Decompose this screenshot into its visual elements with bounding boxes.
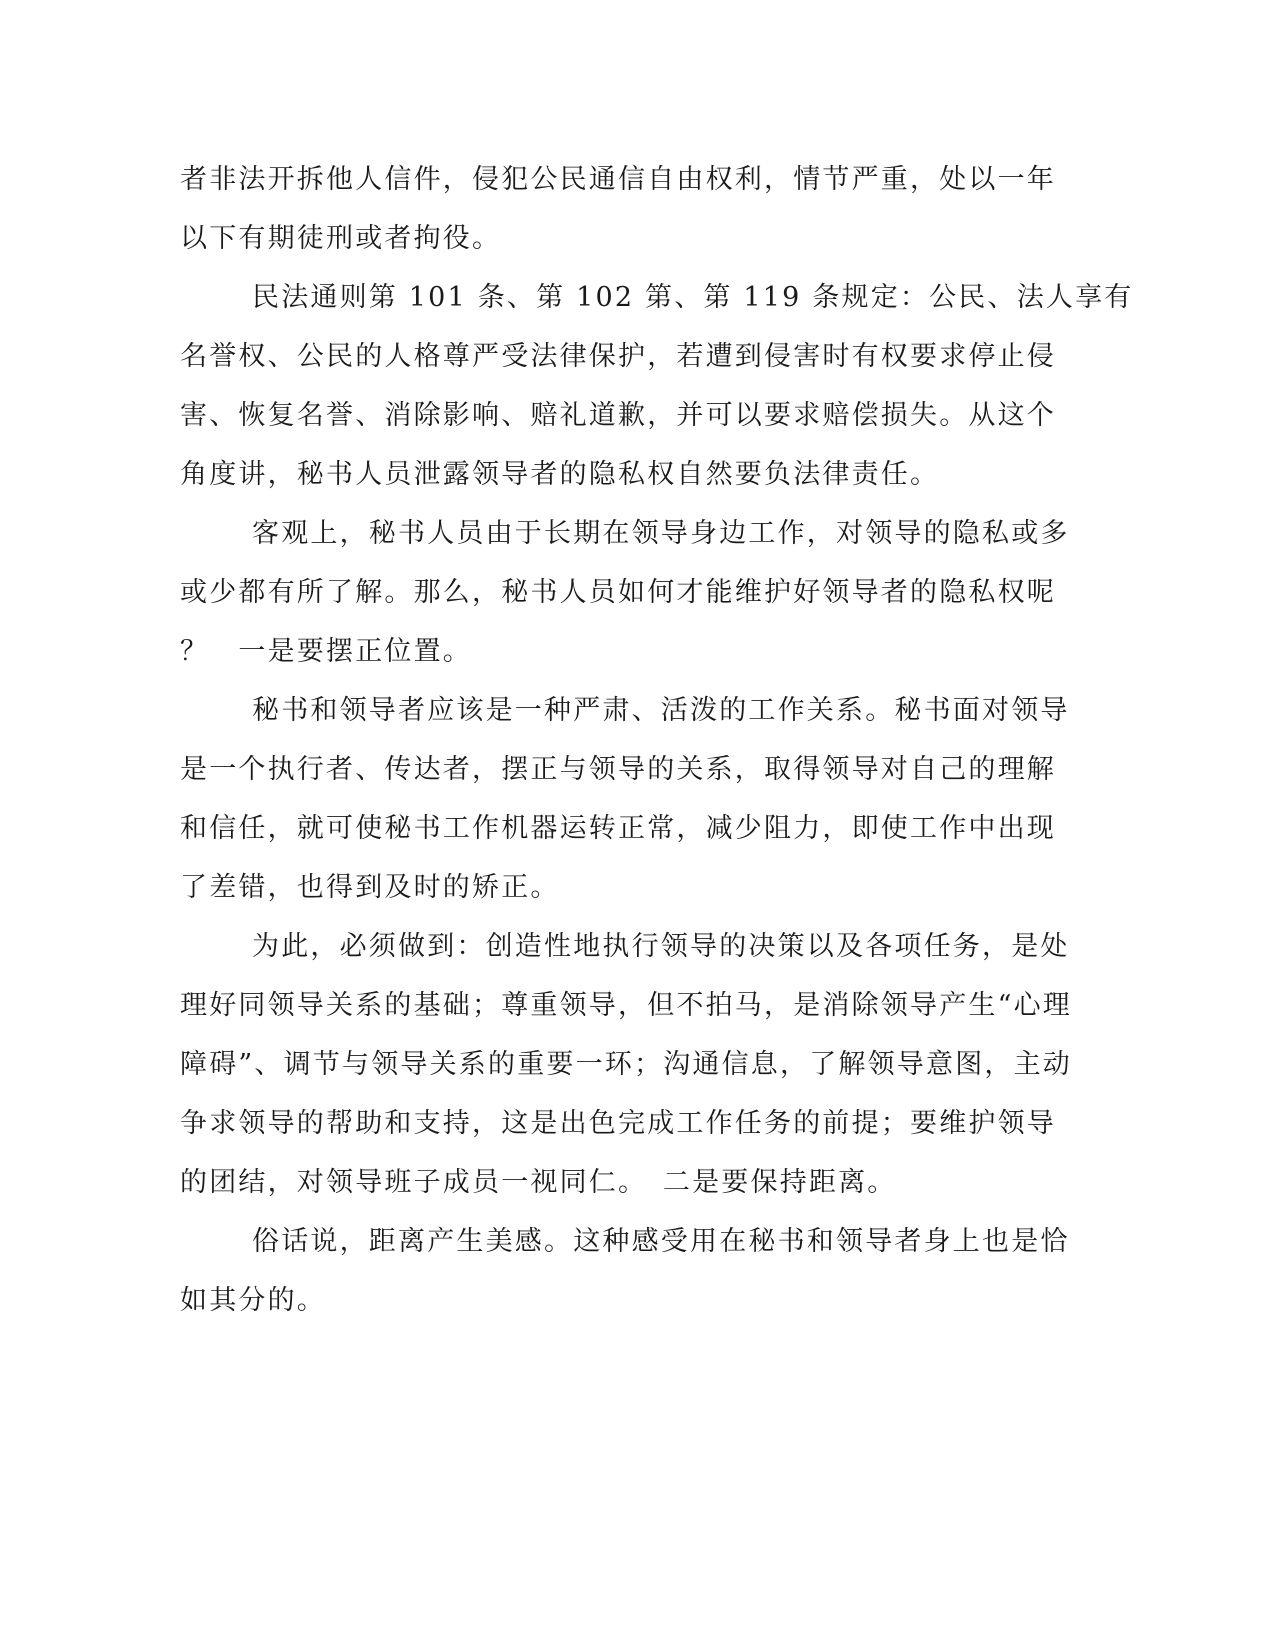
text-line: 的团结，对领导班子成员一视同仁。 二是要保持距离。 [180, 1167, 897, 1198]
text-line: 害、恢复名誉、消除影响、赔礼道歉，并可以要求赔偿损失。从这个 [180, 400, 1056, 431]
text-line: 了差错，也得到及时的矫正。 [180, 872, 560, 903]
text-line: 名誉权、公民的人格尊严受法律保护，若遭到侵害时有权要求停止侵 [180, 341, 1056, 372]
paragraph-first-line: 秘书和领导者应该是一种严肃、活泼的工作关系。秘书面对领导 [252, 695, 1070, 726]
paragraph-first-line: 客观上，秘书人员由于长期在领导身边工作，对领导的隐私或多 [252, 518, 1070, 549]
text-line: 和信任，就可使秘书工作机器运转正常，减少阻力，即使工作中出现 [180, 813, 1056, 844]
text-line: 理好同领导关系的基础；尊重领导，但不拍马，是消除领导产生“心理 [180, 990, 1073, 1021]
paragraph-first-line: 为此，必须做到：创造性地执行领导的决策以及各项任务，是处 [252, 931, 1070, 962]
text-line: 以下有期徒刑或者拘役。 [180, 223, 502, 254]
text-line: 角度讲，秘书人员泄露领导者的隐私权自然要负法律责任。 [180, 459, 940, 490]
text-line: 争求领导的帮助和支持，这是出色完成工作任务的前提；要维护领导 [180, 1108, 1056, 1139]
paragraph-first-line: 民法通则第 101 条、第 102 第、第 119 条规定：公民、法人享有 [252, 282, 1134, 313]
text-line: 或少都有所了解。那么，秘书人员如何才能维护好领导者的隐私权呢 [180, 577, 1056, 608]
text-line: ？ 一是要摆正位置。 [180, 636, 472, 667]
paragraph-first-line: 俗话说，距离产生美感。这种感受用在秘书和领导者身上也是恰 [252, 1226, 1070, 1257]
text-line: 者非法开拆他人信件，侵犯公民通信自由权利，情节严重，处以一年 [180, 164, 1056, 195]
text-line: 障碍”、调节与领导关系的重要一环；沟通信息，了解领导意图，主动 [180, 1049, 1073, 1080]
text-line: 是一个执行者、传达者，摆正与领导的关系，取得领导对自己的理解 [180, 754, 1056, 785]
text-line: 如其分的。 [180, 1285, 326, 1316]
